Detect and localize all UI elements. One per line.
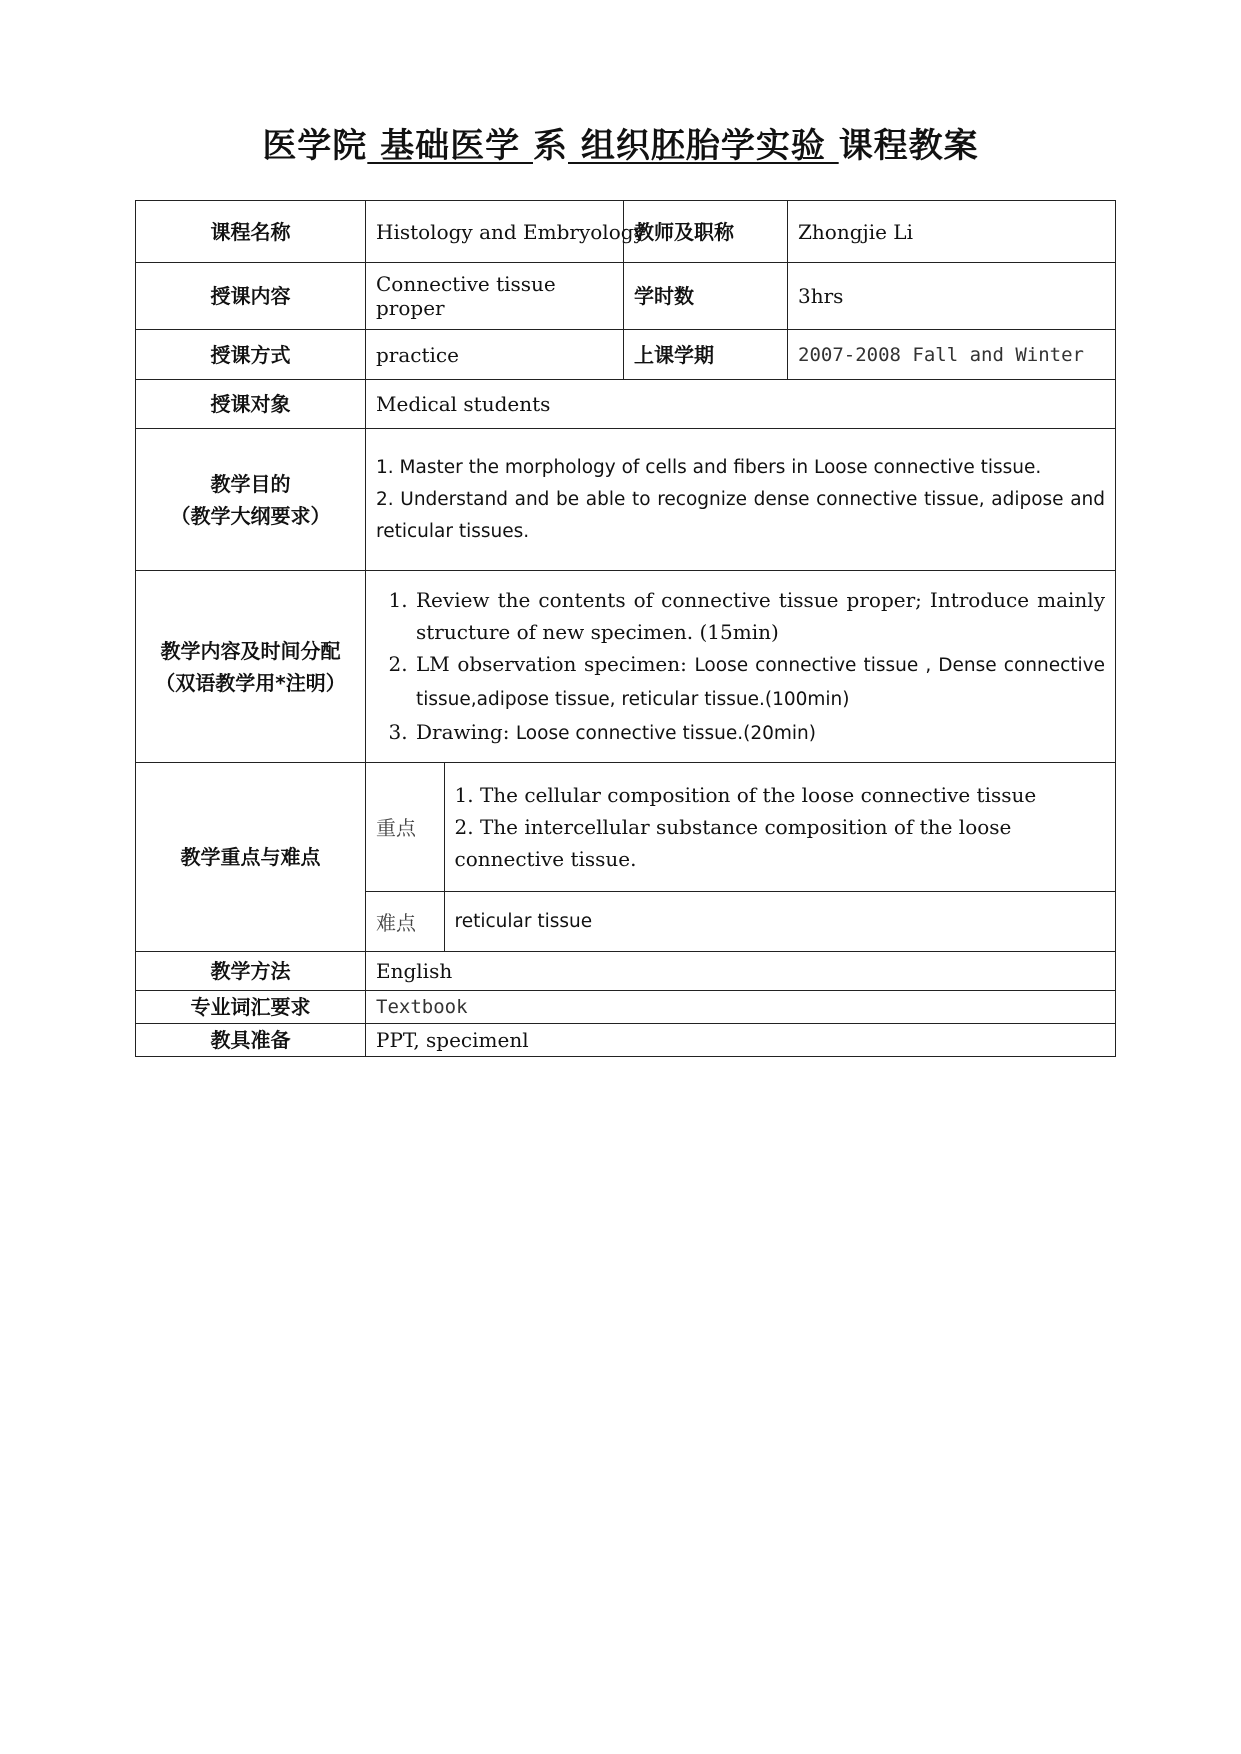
- schedule-item: 1. Review the contents of connective tissue proper; Introduce mainly structure of new specimen. (15min): [414, 584, 1105, 648]
- title-course: 组织胚胎学实验: [568, 126, 839, 166]
- row-course-name: [136, 201, 1116, 263]
- row-teaching-method: [136, 952, 1116, 991]
- materials-value: PPT, specimenl: [366, 1024, 1116, 1057]
- schedule-label-line2: （双语教学用*注明）: [155, 670, 346, 695]
- schedule-item: [414, 716, 1105, 750]
- course-name-label: 课程名称: [136, 201, 366, 263]
- objectives-label: [136, 429, 366, 571]
- difficult-label: 难点: [366, 891, 444, 951]
- row-method: [136, 330, 1116, 380]
- schedule-item-detail: Loose connective tissue , Dense connective tissue,adipose tissue, reticular tissue.(100min): [416, 654, 1105, 710]
- difficult-row: [366, 891, 1115, 951]
- schedule-item: [414, 648, 1105, 716]
- key-point-2: 2. The intercellular substance composition of the loose connective tissue.: [454, 814, 1012, 871]
- schedule-item-detail: Loose connective tissue.(20min): [515, 722, 816, 744]
- row-materials: [136, 1024, 1116, 1057]
- teaching-method-label: 教学方法: [136, 952, 366, 991]
- objective-2: 2. Understand and be able to recognize dense connective tissue, adipose and reticular tissues.: [376, 488, 1105, 542]
- key-value: [444, 763, 1115, 891]
- method-label: 授课方式: [136, 330, 366, 380]
- lesson-plan-table: [135, 200, 1116, 1057]
- hours-label: 学时数: [624, 263, 788, 330]
- title-school: 医学院: [262, 126, 368, 166]
- objective-1: 1. Master the morphology of cells and fibers in Loose connective tissue.: [376, 456, 1042, 478]
- content-value: Connective tissue proper: [366, 263, 624, 330]
- vocab-label: 专业词汇要求: [136, 991, 366, 1024]
- difficult-value: reticular tissue: [454, 910, 593, 932]
- page-title: [0, 118, 1241, 167]
- teaching-method-value: English: [366, 952, 1116, 991]
- row-vocab: [136, 991, 1116, 1024]
- objectives-label-line2: （教学大纲要求）: [170, 503, 331, 528]
- schedule-item-prefix: Drawing:: [416, 719, 516, 744]
- keypoints-cell: [366, 763, 1116, 952]
- row-audience: [136, 380, 1116, 429]
- schedule-value: [366, 571, 1116, 763]
- schedule-label: [136, 571, 366, 763]
- schedule-list: [376, 584, 1105, 750]
- semester-value: 2007-2008 Fall and Winter: [788, 330, 1116, 380]
- schedule-label-line1: 教学内容及时间分配: [160, 638, 341, 663]
- teacher-value: Zhongjie Li: [788, 201, 1116, 263]
- audience-value: Medical students: [366, 380, 1116, 429]
- vocab-value: Textbook: [366, 991, 1116, 1024]
- key-point-1: 1. The cellular composition of the loose connective tissue: [454, 782, 1037, 807]
- course-name-value: Histology and Embryology: [366, 201, 624, 263]
- key-row: [366, 763, 1115, 891]
- teacher-label: 教师及职称: [624, 201, 788, 263]
- keypoints-label: 教学重点与难点: [136, 763, 366, 952]
- title-department: 基础医学: [367, 126, 533, 166]
- title-dept-suffix: 系: [533, 126, 568, 166]
- objectives-value: [366, 429, 1116, 571]
- row-keypoints: [136, 763, 1116, 952]
- objectives-label-line1: 教学目的: [210, 471, 291, 496]
- key-label: 重点: [366, 763, 444, 891]
- materials-label: 教具准备: [136, 1024, 366, 1057]
- method-value: practice: [366, 330, 624, 380]
- title-suffix: 课程教案: [838, 126, 979, 166]
- row-content: [136, 263, 1116, 330]
- keypoints-table: [366, 763, 1115, 951]
- hours-value: 3hrs: [788, 263, 1116, 330]
- semester-label: 上课学期: [624, 330, 788, 380]
- audience-label: 授课对象: [136, 380, 366, 429]
- row-objectives: [136, 429, 1116, 571]
- schedule-item-prefix: LM observation specimen:: [416, 651, 695, 676]
- content-label: 授课内容: [136, 263, 366, 330]
- row-schedule: [136, 571, 1116, 763]
